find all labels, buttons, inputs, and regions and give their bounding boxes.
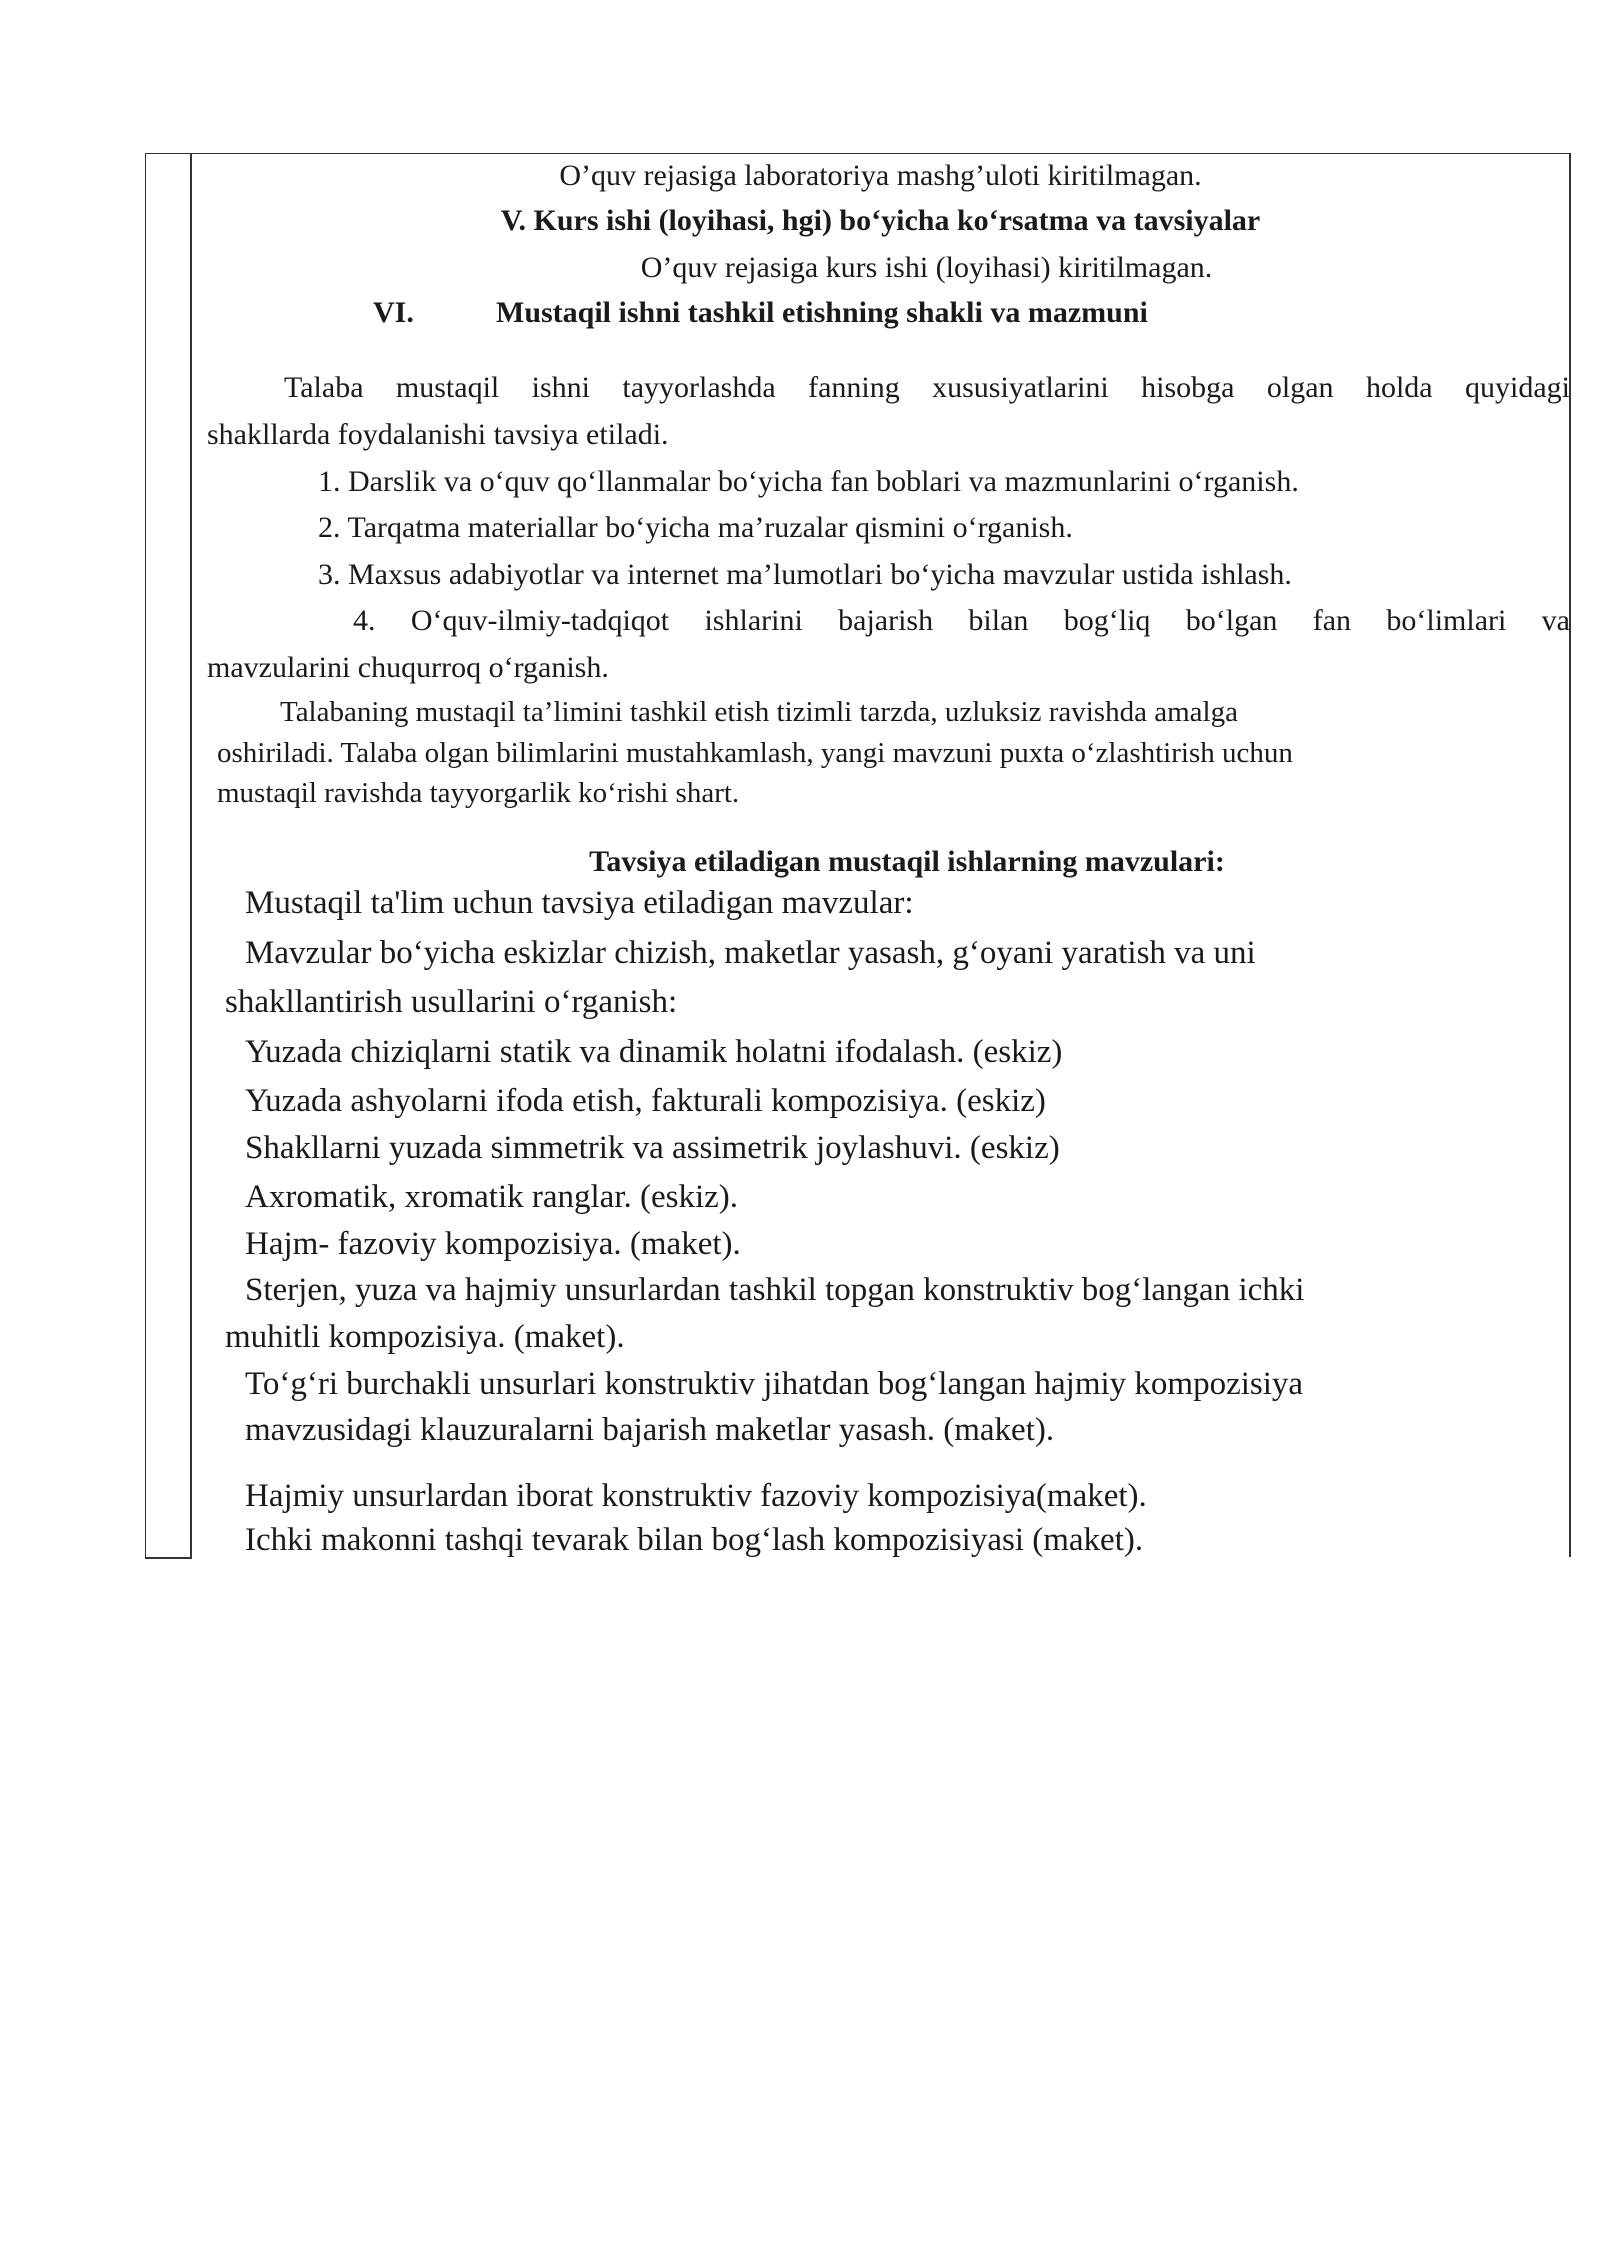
- topic-9: Hajmiy unsurlardan iborat konstruktiv fazoviy kompozisiya(maket).: [245, 1478, 1147, 1514]
- paragraph-line-3: mustaqil ravishda tayyorgarlik ko‘rishi shart.: [217, 777, 740, 809]
- topic-4: Shakllarni yuzada simmetrik va assimetrik joylashuvi. (eskiz): [245, 1130, 1060, 1166]
- paragraph-line-2: oshiriladi. Talaba olgan bilimlarini mustahkamlash, yangi mavzuni puxta o‘zlashtirish uchun: [217, 737, 1293, 769]
- topics-subheading: Mustaqil ta'lim uchun tavsiya etiladigan mavzular:: [245, 885, 914, 921]
- list-item-2: 2. Tarqatma materiallar bo‘yicha ma’ruzalar qismini o‘rganish.: [318, 511, 1073, 544]
- topic-6: Hajm- fazoviy kompozisiya. (maket).: [245, 1226, 741, 1262]
- list-item-3: 3. Maxsus adabiyotlar va internet ma’lumotlari bo‘yicha mavzular ustida ishlash.: [318, 558, 1292, 591]
- topic-5: Axromatik, xromatik ranglar. (eskiz).: [245, 1179, 739, 1215]
- section-6-number: VI.: [373, 296, 414, 329]
- topic-7-line-1: Sterjen, yuza va hajmiy unsurlardan tashkil topgan konstruktiv bog‘langan ichki: [245, 1272, 1305, 1308]
- topic-2: Yuzada chiziqlarni statik va dinamik holatni ifodalash. (eskiz): [245, 1034, 1063, 1070]
- intro-line-2: shakllarda foydalanishi tavsiya etiladi.: [207, 418, 669, 451]
- topic-7-line-2: muhitli kompozisiya. (maket).: [225, 1319, 625, 1355]
- topic-10: Ichki makonni tashqi tevarak bilan bog‘lash kompozisiyasi (maket).: [245, 1522, 1144, 1558]
- list-item-4-line-1: 4. O‘quv-ilmiy-tadqiqot ishlarini bajarish bilan bog‘liq bo‘lgan fan bo‘limlari va: [353, 604, 1570, 637]
- course-note: O’quv rejasiga kurs ishi (loyihasi) kiritilmagan.: [640, 251, 1213, 284]
- section-6-title: Mustaqil ishni tashkil etishning shakli va mazmuni: [496, 296, 1148, 329]
- paragraph-line-1: Talabaning mustaqil ta’limini tashkil etish tizimli tarzda, uzluksiz ravishda amalga: [280, 696, 1238, 728]
- list-item-1: 1. Darslik va o‘quv qo‘llanmalar bo‘yicha fan boblari va mazmunlarini o‘rganish.: [318, 465, 1299, 498]
- list-item-4-line-2: mavzularini chuqurroq o‘rganish.: [207, 651, 609, 684]
- topics-heading: Tavsiya etiladigan mustaqil ishlarning mavzulari:: [589, 845, 1225, 878]
- topic-1-line-1: Mavzular bo‘yicha eskizlar chizish, maketlar yasash, g‘oyani yaratish va uni: [245, 935, 1256, 971]
- lab-note: O’quv rejasiga laboratoriya mashg’uloti kiritilmagan.: [559, 159, 1202, 192]
- topic-8-line-2: mavzusidagi klauzuralarni bajarish maketlar yasash. (maket).: [245, 1412, 1055, 1448]
- topic-3: Yuzada ashyolarni ifoda etish, fakturali kompozisiya. (eskiz): [245, 1083, 1046, 1119]
- topic-1-line-2: shakllantirish usullarini o‘rganish:: [225, 984, 678, 1020]
- intro-line-1: Talaba mustaqil ishni tayyorlashda fanning xususiyatlarini hisobga olgan holda quyidagi: [284, 371, 1570, 404]
- section-5-heading: V. Kurs ishi (loyihasi, hgi) bo‘yicha ko‘rsatma va tavsiyalar: [500, 204, 1261, 237]
- topic-8-line-1: To‘g‘ri burchakli unsurlari konstruktiv jihatdan bog‘langan hajmiy kompozisiya: [245, 1366, 1304, 1402]
- table-bottom-border: [145, 1557, 192, 1559]
